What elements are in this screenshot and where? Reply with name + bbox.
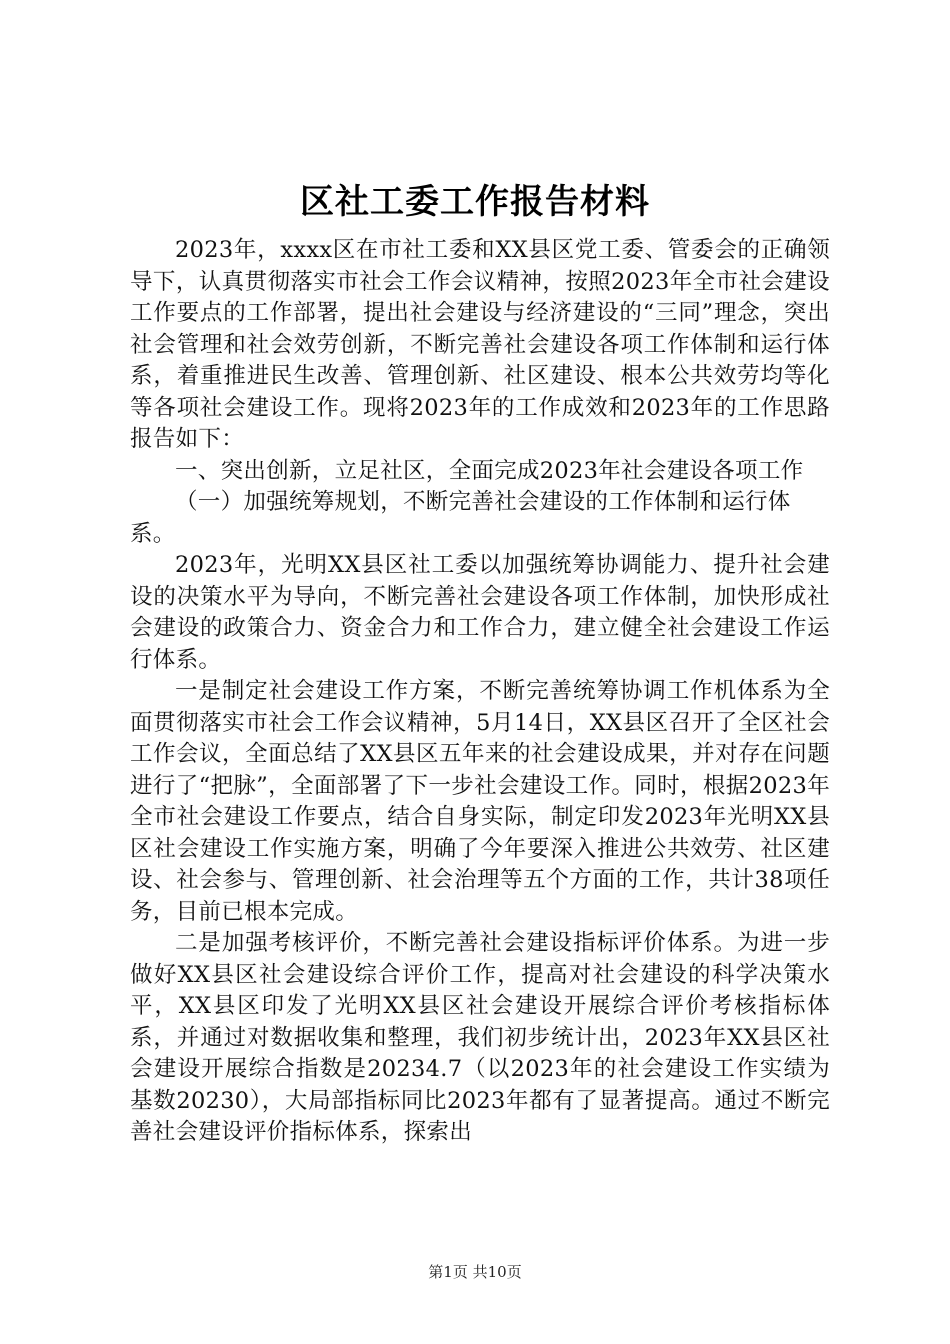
body-paragraph-1: 2023年，光明XX县区社工委以加强统筹协调能力、提升社会建设的决策水平为导向，不断完善社会建设各项工作体制，加快形成社会建设的政策合力、资金合力和工作合力，建立健全社会建设工作运行体系。 [130,552,830,673]
body-paragraph-3: 二是加强考核评价，不断完善社会建设指标评价体系。为进一步做好XX县区社会建设综合评价工作，提高对社会建设的科学决策水平，XX县区印发了光明XX县区社会建设开展综合评价考核指标体系，并通过对数据收集和整理，我们初步统计出，2023年XX县区社会建设开展综合指数是20234.7（以2023年的社会建设工作实绩为基数20230），大局部指标同比2023年都有了显著提高。通过不断完善社会建设评价指标体系，探索出 [130,930,830,1145]
subsection-heading-1: （一）加强统筹规划，不断完善社会建设的工作体制和运行体系。 [130,489,791,547]
document-title: 区社工委工作报告材料 [300,182,650,222]
body-paragraph-2: 一是制定社会建设工作方案，不断完善统筹协调工作机体系为全面贯彻落实市社会工作会议精神，5月14日，XX县区召开了全区社会工作会议，全面总结了XX县区五年来的社会建设成果，并对存在问题进行了“把脉”，全面部署了下一步社会建设工作。同时，根据2023年全市社会建设工作要点，结合自身实际，制定印发2023年光明XX县区社会建设工作实施方案，明确了今年要深入推进公共效劳、社区建设、社会参与、管理创新、社会治理等五个方面的工作，共计38项任务，目前已根本完成。 [130,678,830,925]
section-heading-1: 一、突出创新，立足社区，全面完成2023年社会建设各项工作 [175,457,804,484]
page-footer: 第1页 共10页 [428,1263,522,1281]
document-body [130,235,830,1149]
intro-paragraph: 2023年，xxxx区在市社工委和XX县区党工委、管委会的正确领导下，认真贯彻落实市社会工作会议精神，按照2023年全市社会建设工作要点的工作部署，提出社会建设与经济建设的“三同”理念，突出社会管理和社会效劳创新，不断完善社会建设各项工作体制和运行体系，着重推进民生改善、管理创新、社区建设、根本公共效劳均等化等各项社会建设工作。现将2023年的工作成效和2023年的工作思路报告如下： [130,237,830,452]
